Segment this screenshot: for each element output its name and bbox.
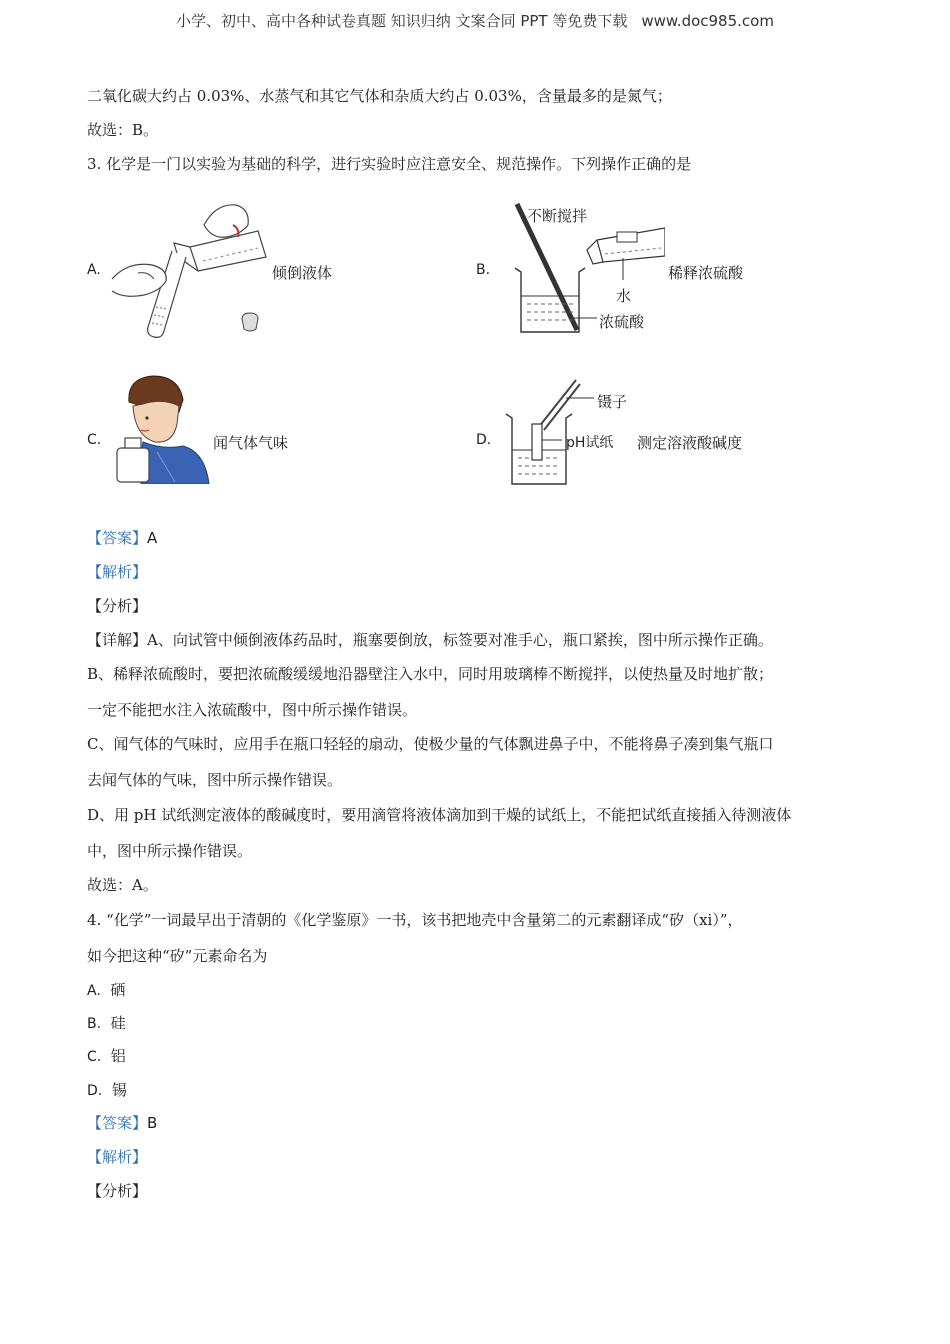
answer-3 [87, 528, 157, 548]
analysis-tag: 【解析】 [87, 563, 148, 581]
detail-line-5: 去闻气体的气味，图中所示操作错误。 [87, 771, 343, 789]
label-acid: 浓硫酸 [599, 313, 645, 331]
answer-4-tag: 【答案】 [87, 1114, 148, 1132]
figure-smell-gas [113, 372, 213, 484]
figure-pour-liquid [108, 195, 273, 340]
q4-option-a-letter: A. [87, 983, 101, 999]
question-4-stem-1: 4. “化学”一词最早出于清朝的《化学鉴原》一书，该书把地壳中含量第二的元素翻译成“矽（xi）”， [87, 911, 743, 929]
fenxi-4-tag: 【分析】 [87, 1182, 148, 1200]
q4-option-d-text: 锡 [111, 1081, 127, 1099]
option-d-caption: 测定溶液酸碱度 [637, 434, 743, 452]
label-tweezers: 镊子 [597, 393, 628, 411]
q4-option-b-letter: B. [87, 1016, 102, 1032]
answer-4 [87, 1113, 157, 1133]
answer-tag: 【答案】 [87, 529, 148, 547]
detail-line-1: 【详解】A、向试管中倾倒液体药品时，瓶塞要倒放，标签要对准手心，瓶口紧挨，图中所示操作正确。 [87, 631, 773, 649]
option-a-letter: A. [87, 262, 101, 278]
question-3-stem: 3. 化学是一门以实验为基础的科学，进行实验时应注意安全、规范操作。下列操作正确的是 [87, 155, 692, 173]
text-line-1: 二氧化碳大约占 0.03%、水蒸气和其它气体和杂质大约占 0.03%，含量最多的是氮气； [87, 87, 672, 105]
header-text: 小学、初中、高中各种试卷真题 知识归纳 文案合同 PPT 等免费下载 [176, 12, 628, 30]
page-header [0, 10, 950, 31]
option-d-letter: D. [476, 432, 492, 448]
q4-option-d [87, 1080, 127, 1101]
label-water: 水 [616, 287, 632, 305]
option-c-caption: 闻气体气味 [213, 434, 289, 452]
detail-line-6: D、用 pH 试纸测定液体的酸碱度时，要用滴管将液体滴加到干燥的试纸上，不能把试纸直接插入待测液体 [87, 806, 792, 824]
option-c-letter: C. [87, 432, 102, 448]
answer-value: A [147, 529, 158, 547]
choice-line: 故选：A。 [87, 876, 158, 894]
text-line-2: 故选：B。 [87, 121, 159, 139]
option-a-caption: 倾倒液体 [272, 264, 333, 282]
option-b-caption: 稀释浓硫酸 [668, 264, 744, 282]
detail-line-4: C、闻气体的气味时，应用手在瓶口轻轻的扇动，使极少量的气体飘进鼻子中，不能将鼻子凑到集气瓶口 [87, 735, 774, 753]
question-4-stem-2: 如今把这种“矽”元素命名为 [87, 947, 268, 965]
fenxi-tag: 【分析】 [87, 597, 148, 615]
q4-option-a [87, 980, 125, 1001]
q4-option-a-text: 硒 [110, 981, 126, 999]
detail-line-2: B、稀释浓硫酸时，要把浓硫酸缓缓地沿器壁注入水中，同时用玻璃棒不断搅拌，以使热量及时地扩散； [87, 665, 774, 683]
q4-option-c [87, 1046, 126, 1067]
detail-line-3: 一定不能把水注入浓硫酸中，图中所示操作错误。 [87, 701, 418, 719]
answer-4-value: B [147, 1114, 158, 1132]
header-site[interactable]: www.doc985.com [641, 12, 774, 30]
q4-option-c-letter: C. [87, 1049, 102, 1065]
option-b-letter: B. [476, 262, 491, 278]
label-stir: 不断搅拌 [527, 207, 588, 225]
q4-option-d-letter: D. [87, 1083, 103, 1099]
q4-option-b [87, 1013, 126, 1034]
detail-line-7: 中，图中所示操作错误。 [87, 842, 253, 860]
analysis-4-tag: 【解析】 [87, 1148, 148, 1166]
q4-option-b-text: 硅 [110, 1014, 126, 1032]
q4-option-c-text: 铝 [110, 1047, 126, 1065]
label-ph-paper: pH试纸 [566, 435, 614, 451]
